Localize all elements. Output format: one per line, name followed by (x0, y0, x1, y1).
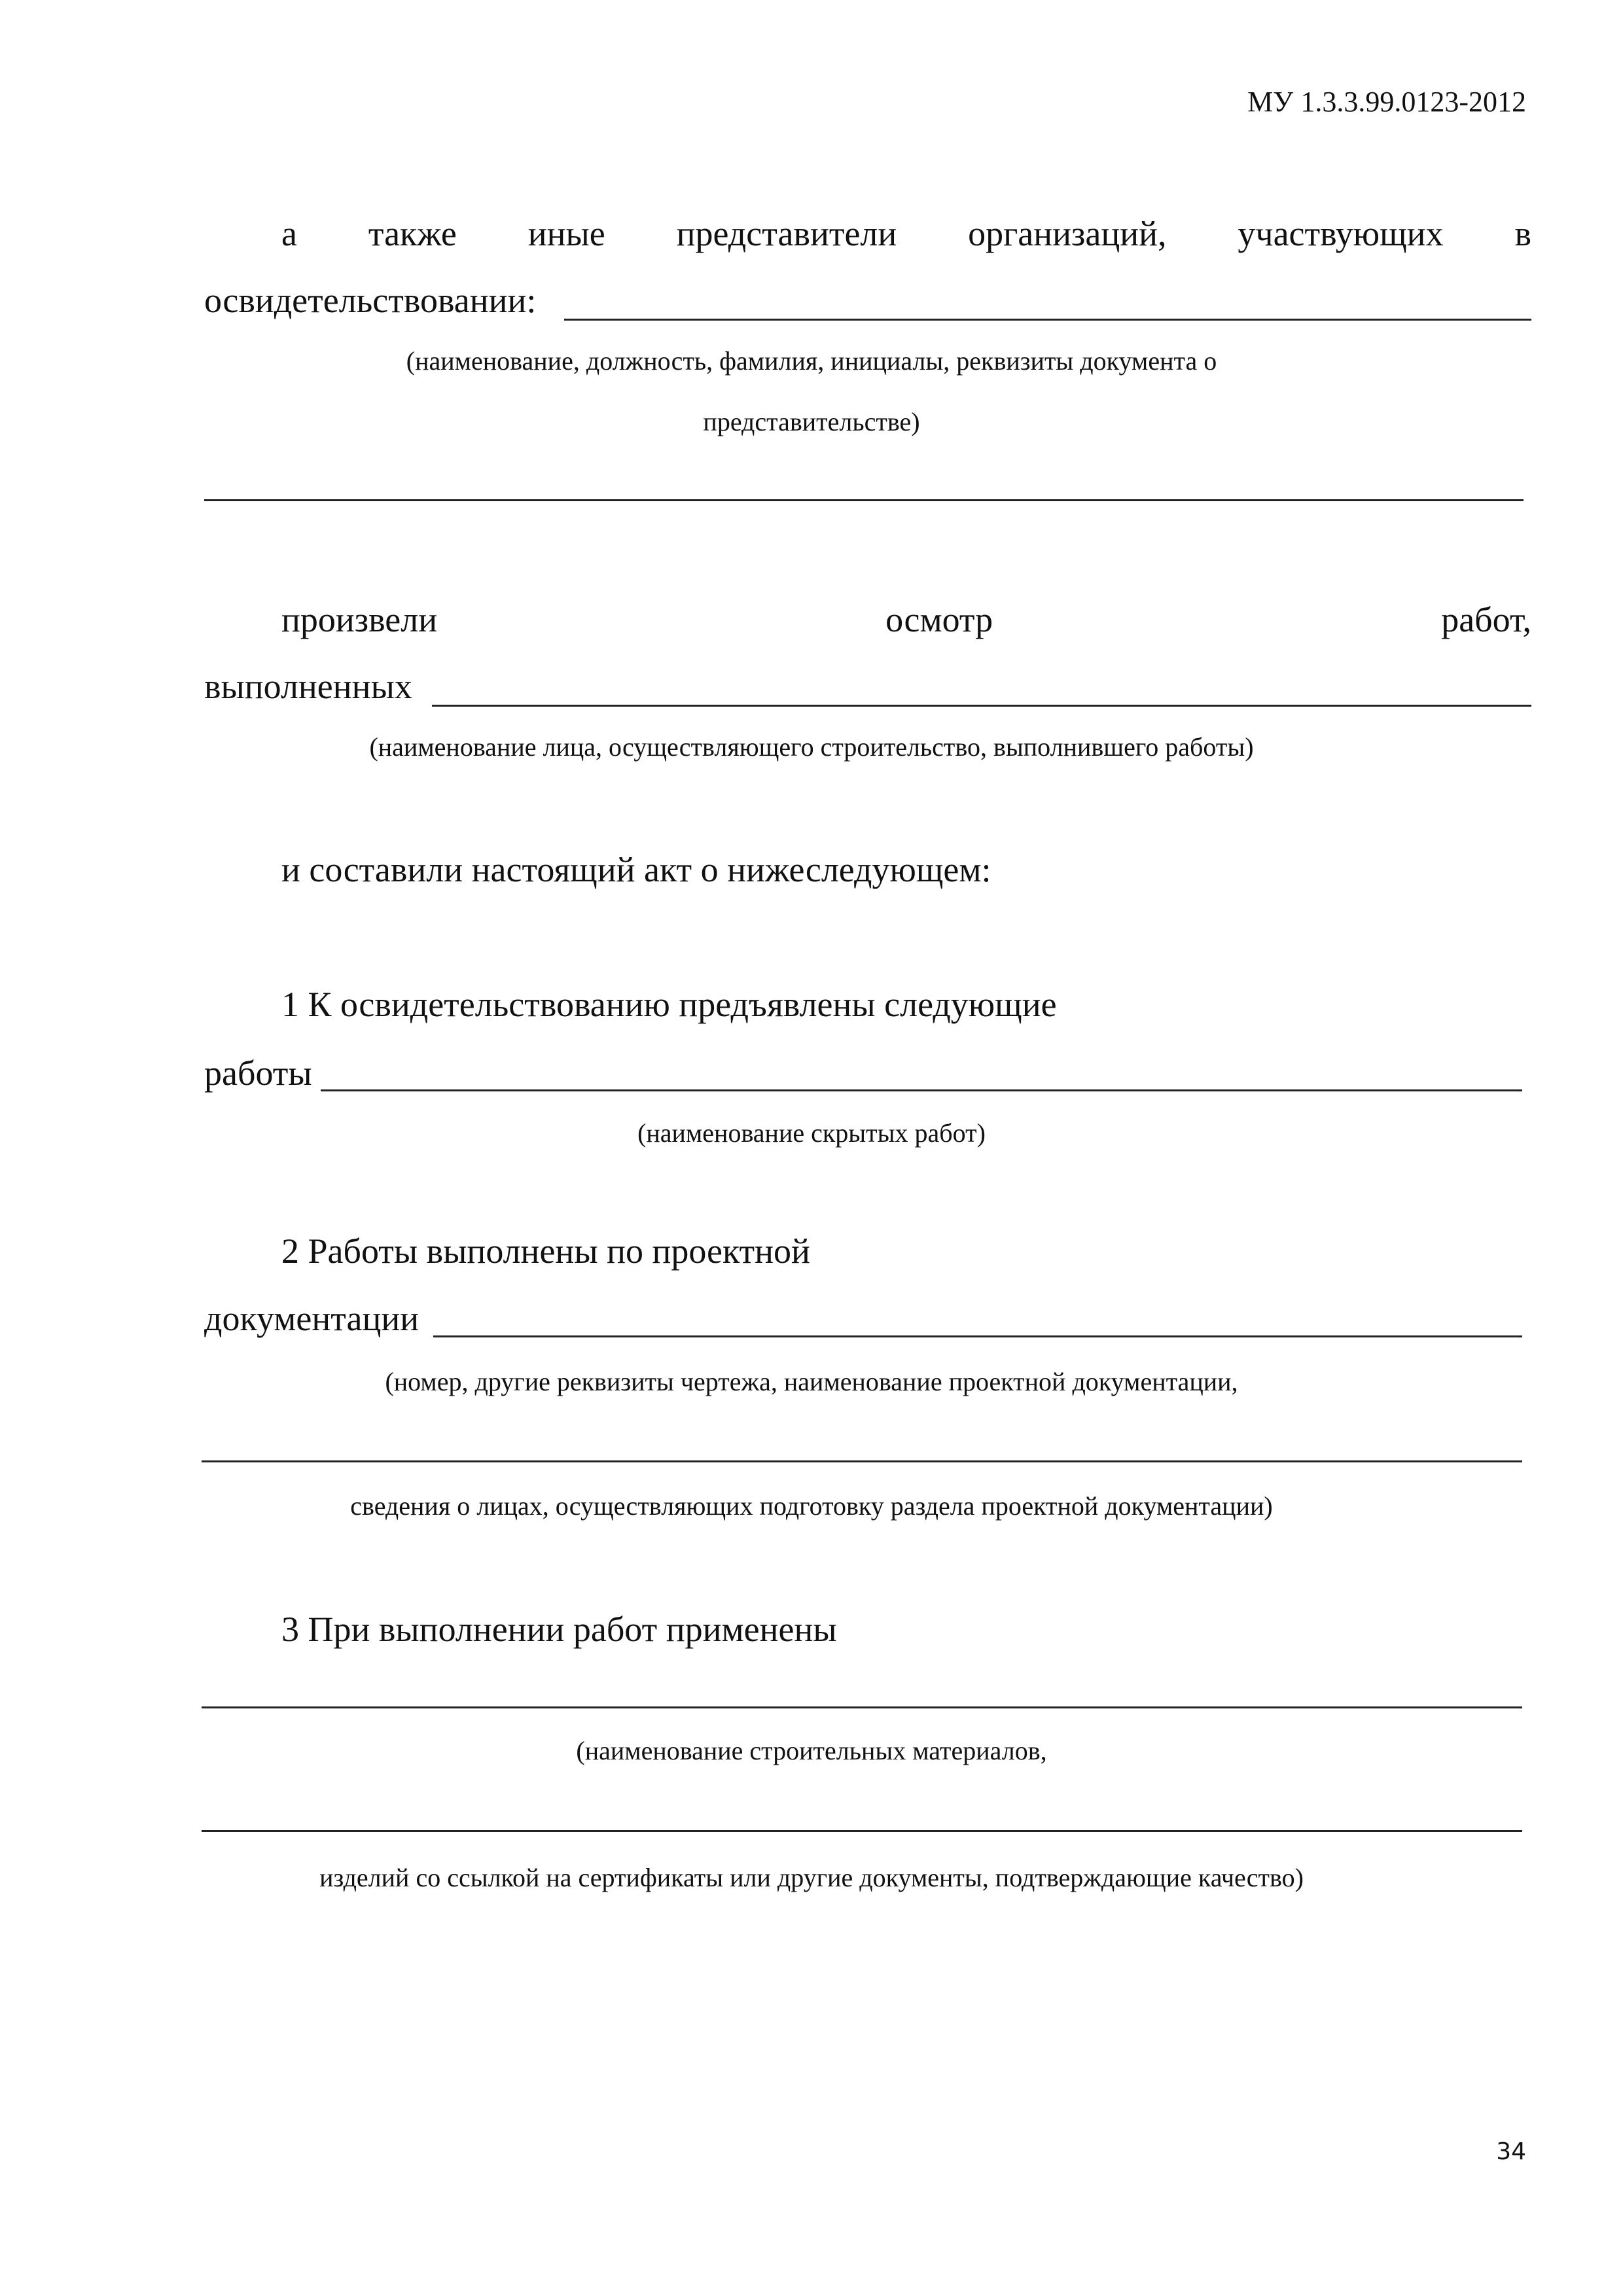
compiled-text: и составили настоящий акт о нижеследующем: (281, 850, 991, 889)
word: а (281, 214, 297, 253)
item1-fill-line (321, 1089, 1522, 1091)
representatives-fill-line (564, 319, 1531, 321)
inspection-label: выполненных (204, 667, 412, 706)
word: произвели (281, 600, 438, 639)
word: участвующих (1238, 214, 1444, 253)
word: работ, (1441, 600, 1531, 639)
page-number: 34 (1496, 2138, 1526, 2165)
item3-caption-2: изделий со ссылкой на сертификаты или другие документы, подтверждающие качество) (319, 1863, 1304, 1892)
word: в (1514, 214, 1531, 253)
document-code: МУ 1.3.3.99.0123-2012 (1247, 86, 1526, 118)
word: осмотр (885, 600, 993, 639)
item3-fill-line (202, 1706, 1522, 1708)
representatives-caption-1: (наименование, должность, фамилия, инициалы, реквизиты документа о (406, 346, 1217, 376)
word: представители (676, 214, 897, 253)
inspection-line (281, 602, 1531, 637)
item3-caption-1: (наименование строительных материалов, (576, 1736, 1047, 1765)
item2-label: документации (204, 1299, 419, 1338)
representatives-caption-2: представительстве) (703, 407, 920, 436)
item3-extra-line (202, 1830, 1522, 1832)
representatives-extra-line (204, 499, 1524, 501)
word: организаций, (968, 214, 1167, 253)
word: иные (527, 214, 605, 253)
item2-fill-line (433, 1335, 1522, 1337)
item2-extra-line (202, 1460, 1522, 1462)
representatives-line (281, 216, 1531, 251)
item2-caption-1: (номер, другие реквизиты чертежа, наименование проектной документации, (385, 1367, 1238, 1396)
item3-text: 3 При выполнении работ применены (281, 1610, 837, 1649)
inspection-caption: (наименование лица, осуществляющего строительство, выполнившего работы) (369, 732, 1254, 762)
item2-caption-2: сведения о лицах, осуществляющих подготовку раздела проектной документации) (350, 1491, 1273, 1521)
item1-label: работы (204, 1053, 312, 1093)
item2-text: 2 Работы выполнены по проектной (281, 1231, 810, 1271)
inspection-fill-line (432, 705, 1531, 707)
word: также (368, 214, 457, 253)
item1-caption: (наименование скрытых работ) (637, 1118, 986, 1148)
item1-text: 1 К освидетельствованию предъявлены следующие (281, 985, 1057, 1024)
representatives-label: освидетельствовании: (204, 281, 537, 320)
